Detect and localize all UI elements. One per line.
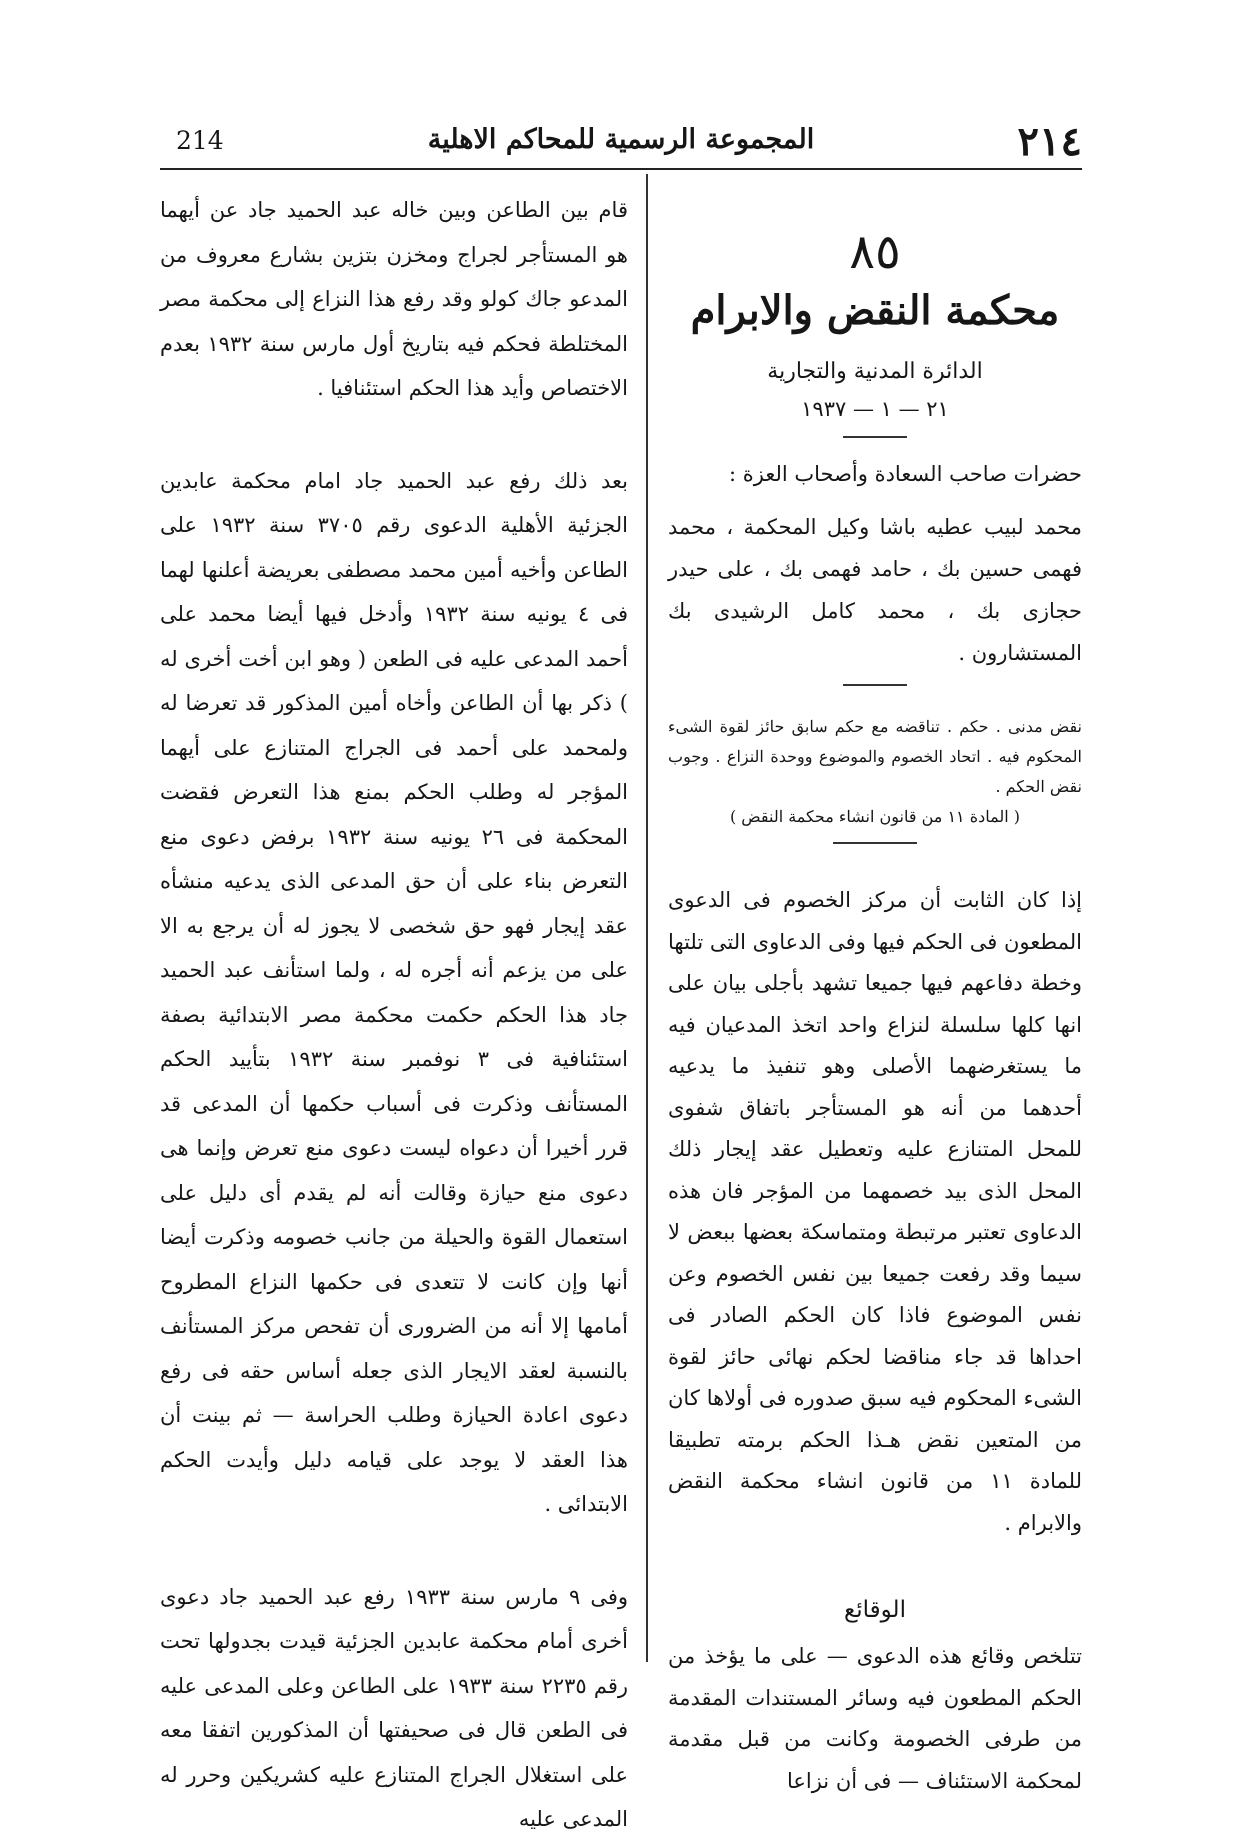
ruling-principle: إذا كان الثابت أن مركز الخصوم فى الدعوى المطعون فى الحكم فيها وفى الدعاوى التى تلتها وخطة دفاعهم فيها جميعا تشهد بأجلى بيان على انها كلها سلسلة لنزاع واحد اتخذ المدعيان فيه ما يستغرضهما الأصلى وهو تنفيذ ما يدعيه أحدهما من أنه هو المستأجر باتفاق شفوى للمحل المتنازع عليه وتعطيل عقد إيجار ذلك المحل الذى بيد خصمهما من المؤجر فان هذه الدعاوى تعتبر مرتبطة ومتماسكة بعضها ببعض لا سيما وقد رفعت جميعا بين نفس الخصوم وعن نفس الموضوع فاذا كان الحكم الصادر فى احداها قد جاء مناقضا لحكم نهائى حائز لقوة الشىء المحكوم فيه سبق صدوره فى أولاها كان من المتعين نقض هـذا الحكم برمته تطبيقا للمادة ١١ من قانون انشاء محكمة النقض والابرام . xyxy=(668,888,1082,1535)
case-number: ٨٥ xyxy=(849,224,901,280)
facts-heading: الوقائع xyxy=(844,1597,906,1623)
facts-paragraph: تتلخص وقائع هذه الدعوى — على ما يؤخذ من الحكم المطعون فيه وسائر المستندات المقدمة من طرفى الخصومة وكانت من قبل مقدمة لمحكمة الاستئناف — فى أن نزاعا xyxy=(668,1644,1082,1793)
running-header xyxy=(160,118,1082,164)
page-number-latin: 214 xyxy=(176,126,224,155)
body-paragraph: بعد ذلك رفع عبد الحميد جاد امام محكمة عابدين الجزئية الأهلية الدعوى رقم ٣٧٠٥ سنة ١٩٣٢ على الطاعن وأخيه أمين محمد مصطفى بعريضة أعلنها لهما فى ٤ يونيه سنة ١٩٣٢ وأدخل فيها أيضا محمد على أحمد المدعى عليه فى الطعن ( وهو ابن أخت أخرى له ) ذكر بها أن الطاعن وأخاه أمين المذكور قد تعرضا له ولمحمد على أحمد فى الجراج المتنازع على أيهما المؤجر له وطلب الحكم بمنع هذا التعرض فقضت المحكمة فى ٢٦ يونيه سنة ١٩٣٢ برفض دعوى منع التعرض بناء على أن حق المدعى الذى يدعيه منشأه عقد إيجار فهو حق شخصى لا يجوز له أن يرجع به الا على من يزعم أنه أجره له ، ولما استأنف عبد الحميد جاد هذا الحكم حكمت محكمة مصر الابتدائية بصفة استئنافية فى ٣ نوفمبر سنة ١٩٣٢ بتأييد الحكم المستأنف وذكرت فى أسباب حكمها أن المدعى قد قرر أخيرا أن دعواه ليست دعوى منع تعرض وإنما هى دعوى منع حيازة وقالت أنه لم يقدم أى دليل على استعمال القوة والحيلة من جانب خصومه وذكرت أيضا أنها وإن كانت لا تتعدى فى حكمها النزاع المطروح أمامها إلا أنه من الضرورى أن تفحص مركز المستأنف بالنسبة لعقد الايجار الذى جعله أساس حقه فى رفع دعوى اعادة الحيازة وطلب الحراسة — ثم بينت أن هذا العقد لا يوجد على قيامه دليل وأيدت الحكم الابتدائى . xyxy=(160,468,629,1516)
page-number-arabic: ٢١٤ xyxy=(1017,118,1082,165)
body-paragraph: وفى ٩ مارس سنة ١٩٣٣ رفع عبد الحميد جاد دعوى أخرى أمام محكمة عابدين الجزئية قيدت بجدولها تحت رقم ٢٢٣٥ سنة ١٩٣٣ على الطاعن وعلى المدعى عليه فى الطعن قال فى صحيفتها أن المذكورين اتفقا معه على استغلال الجراج المتنازع عليه كشريكين وحرر له المدعى عليه xyxy=(160,1584,629,1831)
court-name: محكمة النقض والابرام xyxy=(690,287,1060,334)
separator-rule xyxy=(843,436,907,438)
separator-rule xyxy=(843,684,907,686)
left-column xyxy=(160,188,628,1842)
right-column xyxy=(668,188,1082,1802)
publication-title: المجموعة الرسمية للمحاكم الاهلية xyxy=(427,124,815,155)
column-divider xyxy=(646,174,648,1662)
separator-rule xyxy=(833,842,917,844)
court-circuit: الدائرة المدنية والتجارية xyxy=(767,359,983,384)
bench-intro: حضرات صاحب السعادة وأصحاب العزة : xyxy=(728,462,1082,486)
body-paragraph: قام بين الطاعن وبين خاله عبد الحميد جاد عن أيهما هو المستأجر لجراج ومخزن بتزين بشارع معروف من المدعو جاك كولو وقد رفع هذا النزاع إلى محكمة مصر المختلطة فحكم فيه بتاريخ أول مارس سنة ١٩٣٢ بعدم الاختصاص وأيد هذا الحكم استئنافيا . xyxy=(160,198,629,400)
statute-reference: ( المادة ١١ من قانون انشاء محكمة النقض ) xyxy=(729,807,1021,826)
headnote: نقض مدنى . حكم . تناقضه مع حكم سابق حائز لقوة الشىء المحكوم فيه . اتحاد الخصوم والموضوع ووحدة النزاع . وجوب نقض الحكم . xyxy=(668,717,1082,796)
header-rule xyxy=(160,168,1082,170)
bench-members: محمد لبيب عطيه باشا وكيل المحكمة ، محمد فهمى حسين بك ، حامد فهمى بك ، على حيدر حجازى بك ، محمد كامل الرشيدى بك المستشارون . xyxy=(668,515,1082,665)
judgment-date: ٢١ — ١ — ١٩٣٧ xyxy=(801,397,949,421)
